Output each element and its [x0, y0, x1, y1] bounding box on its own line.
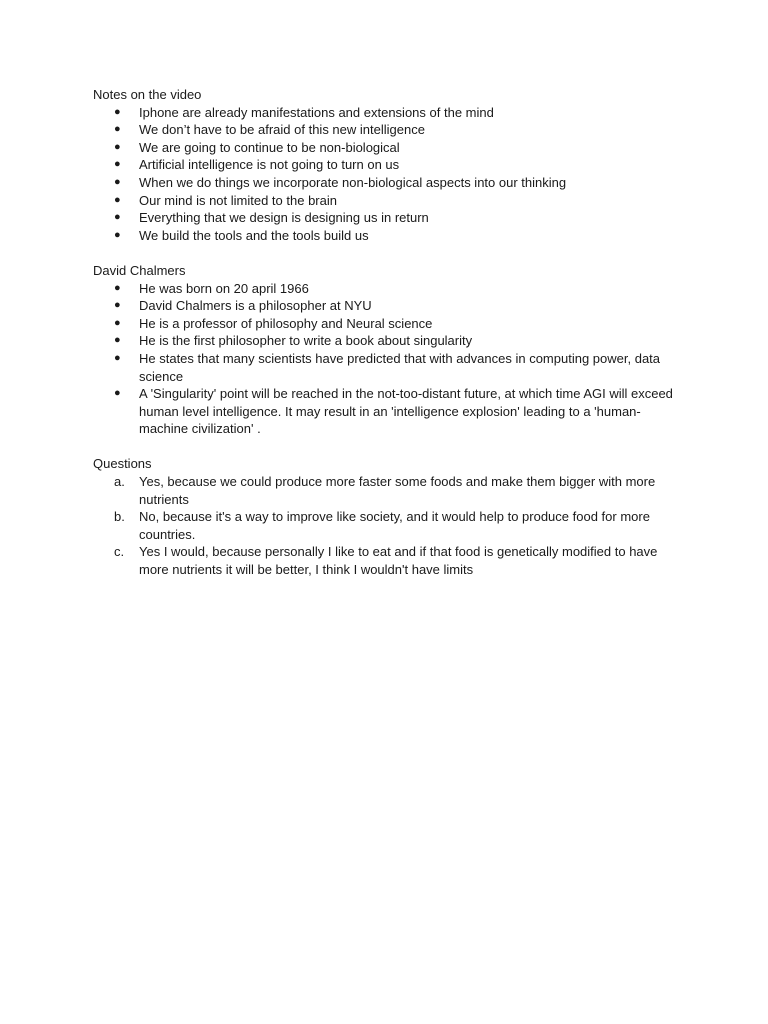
list-marker: a. [114, 474, 125, 490]
list-marker: b. [114, 509, 125, 525]
list-item [93, 156, 683, 174]
bullet-icon: ● [114, 316, 121, 329]
bullet-list [93, 280, 683, 438]
section-title: David Chalmers [93, 262, 186, 278]
bullet-icon: ● [114, 175, 121, 188]
list-item [93, 174, 683, 192]
list-item-text: We don’t have to be afraid of this new intelligence [139, 122, 425, 138]
list-item [93, 227, 683, 245]
list-item [93, 385, 683, 438]
list-item [93, 297, 683, 315]
bullet-icon: ● [114, 228, 121, 241]
section-notes-on-video [93, 86, 683, 244]
list-item-text: We build the tools and the tools build us [139, 227, 369, 243]
list-item [93, 139, 683, 157]
list-item-text: He is the first philosopher to write a book about singularity [139, 333, 473, 349]
bullet-icon: ● [114, 351, 121, 364]
bullet-icon: ● [114, 105, 121, 118]
list-item-text: A 'Singularity' point will be reached in the not-too-distant future, at which time AGI will exceed human level intelligence. It may result in an 'intelligence explosion' leading to a 'human-machine civilization' . [139, 386, 673, 437]
list-item-text: When we do things we incorporate non-biological aspects into our thinking [139, 174, 567, 190]
list-item-text: Everything that we design is designing us in return [139, 210, 429, 226]
list-item-text: Iphone are already manifestations and extensions of the mind [139, 104, 494, 120]
list-item-text: Our mind is not limited to the brain [139, 192, 337, 208]
list-item-text: We are going to continue to be non-biological [139, 139, 400, 155]
bullet-list [93, 104, 683, 245]
bullet-icon: ● [114, 299, 121, 312]
lettered-list [93, 473, 683, 579]
section-title: Notes on the video [93, 87, 202, 102]
list-item [93, 508, 683, 543]
bullet-icon: ● [114, 334, 121, 347]
bullet-icon: ● [114, 123, 121, 136]
bullet-icon: ● [114, 140, 121, 153]
bullet-icon: ● [114, 158, 121, 171]
section-david-chalmers [93, 262, 683, 438]
list-marker: c. [114, 544, 125, 560]
bullet-icon: ● [114, 193, 121, 206]
list-item [93, 104, 683, 122]
list-item [93, 192, 683, 210]
list-item [93, 121, 683, 139]
list-item-text: He states that many scientists have predicted that with advances in computing power, data science [139, 350, 661, 384]
bullet-icon: ● [114, 281, 121, 294]
list-item-text: Yes I would, because personally I like to eat and if that food is genetically modified to have more nutrients it will be better, I think I wouldn't have limits [139, 544, 658, 578]
list-item [93, 315, 683, 333]
bullet-icon: ● [114, 387, 121, 400]
bullet-icon: ● [114, 211, 121, 224]
list-item [93, 280, 683, 298]
section-spacer [93, 244, 683, 262]
list-item [93, 350, 683, 385]
list-item [93, 543, 683, 578]
list-item-text: Artificial intelligence is not going to turn on us [139, 157, 400, 173]
list-item [93, 209, 683, 227]
section-spacer [93, 438, 683, 456]
section-questions [93, 455, 683, 578]
list-item-text: No, because it's a way to improve like society, and it would help to produce food for more countries. [139, 509, 650, 542]
list-item [93, 473, 683, 508]
list-item [93, 332, 683, 350]
document-page [93, 86, 683, 579]
list-item-text: Yes, because we could produce more faster some foods and make them bigger with more nutrients [139, 474, 656, 507]
list-item-text: He was born on 20 april 1966 [139, 280, 309, 296]
list-item-text: David Chalmers is a philosopher at NYU [139, 298, 372, 314]
list-item-text: He is a professor of philosophy and Neural science [139, 315, 433, 331]
section-title: Questions [93, 456, 152, 472]
